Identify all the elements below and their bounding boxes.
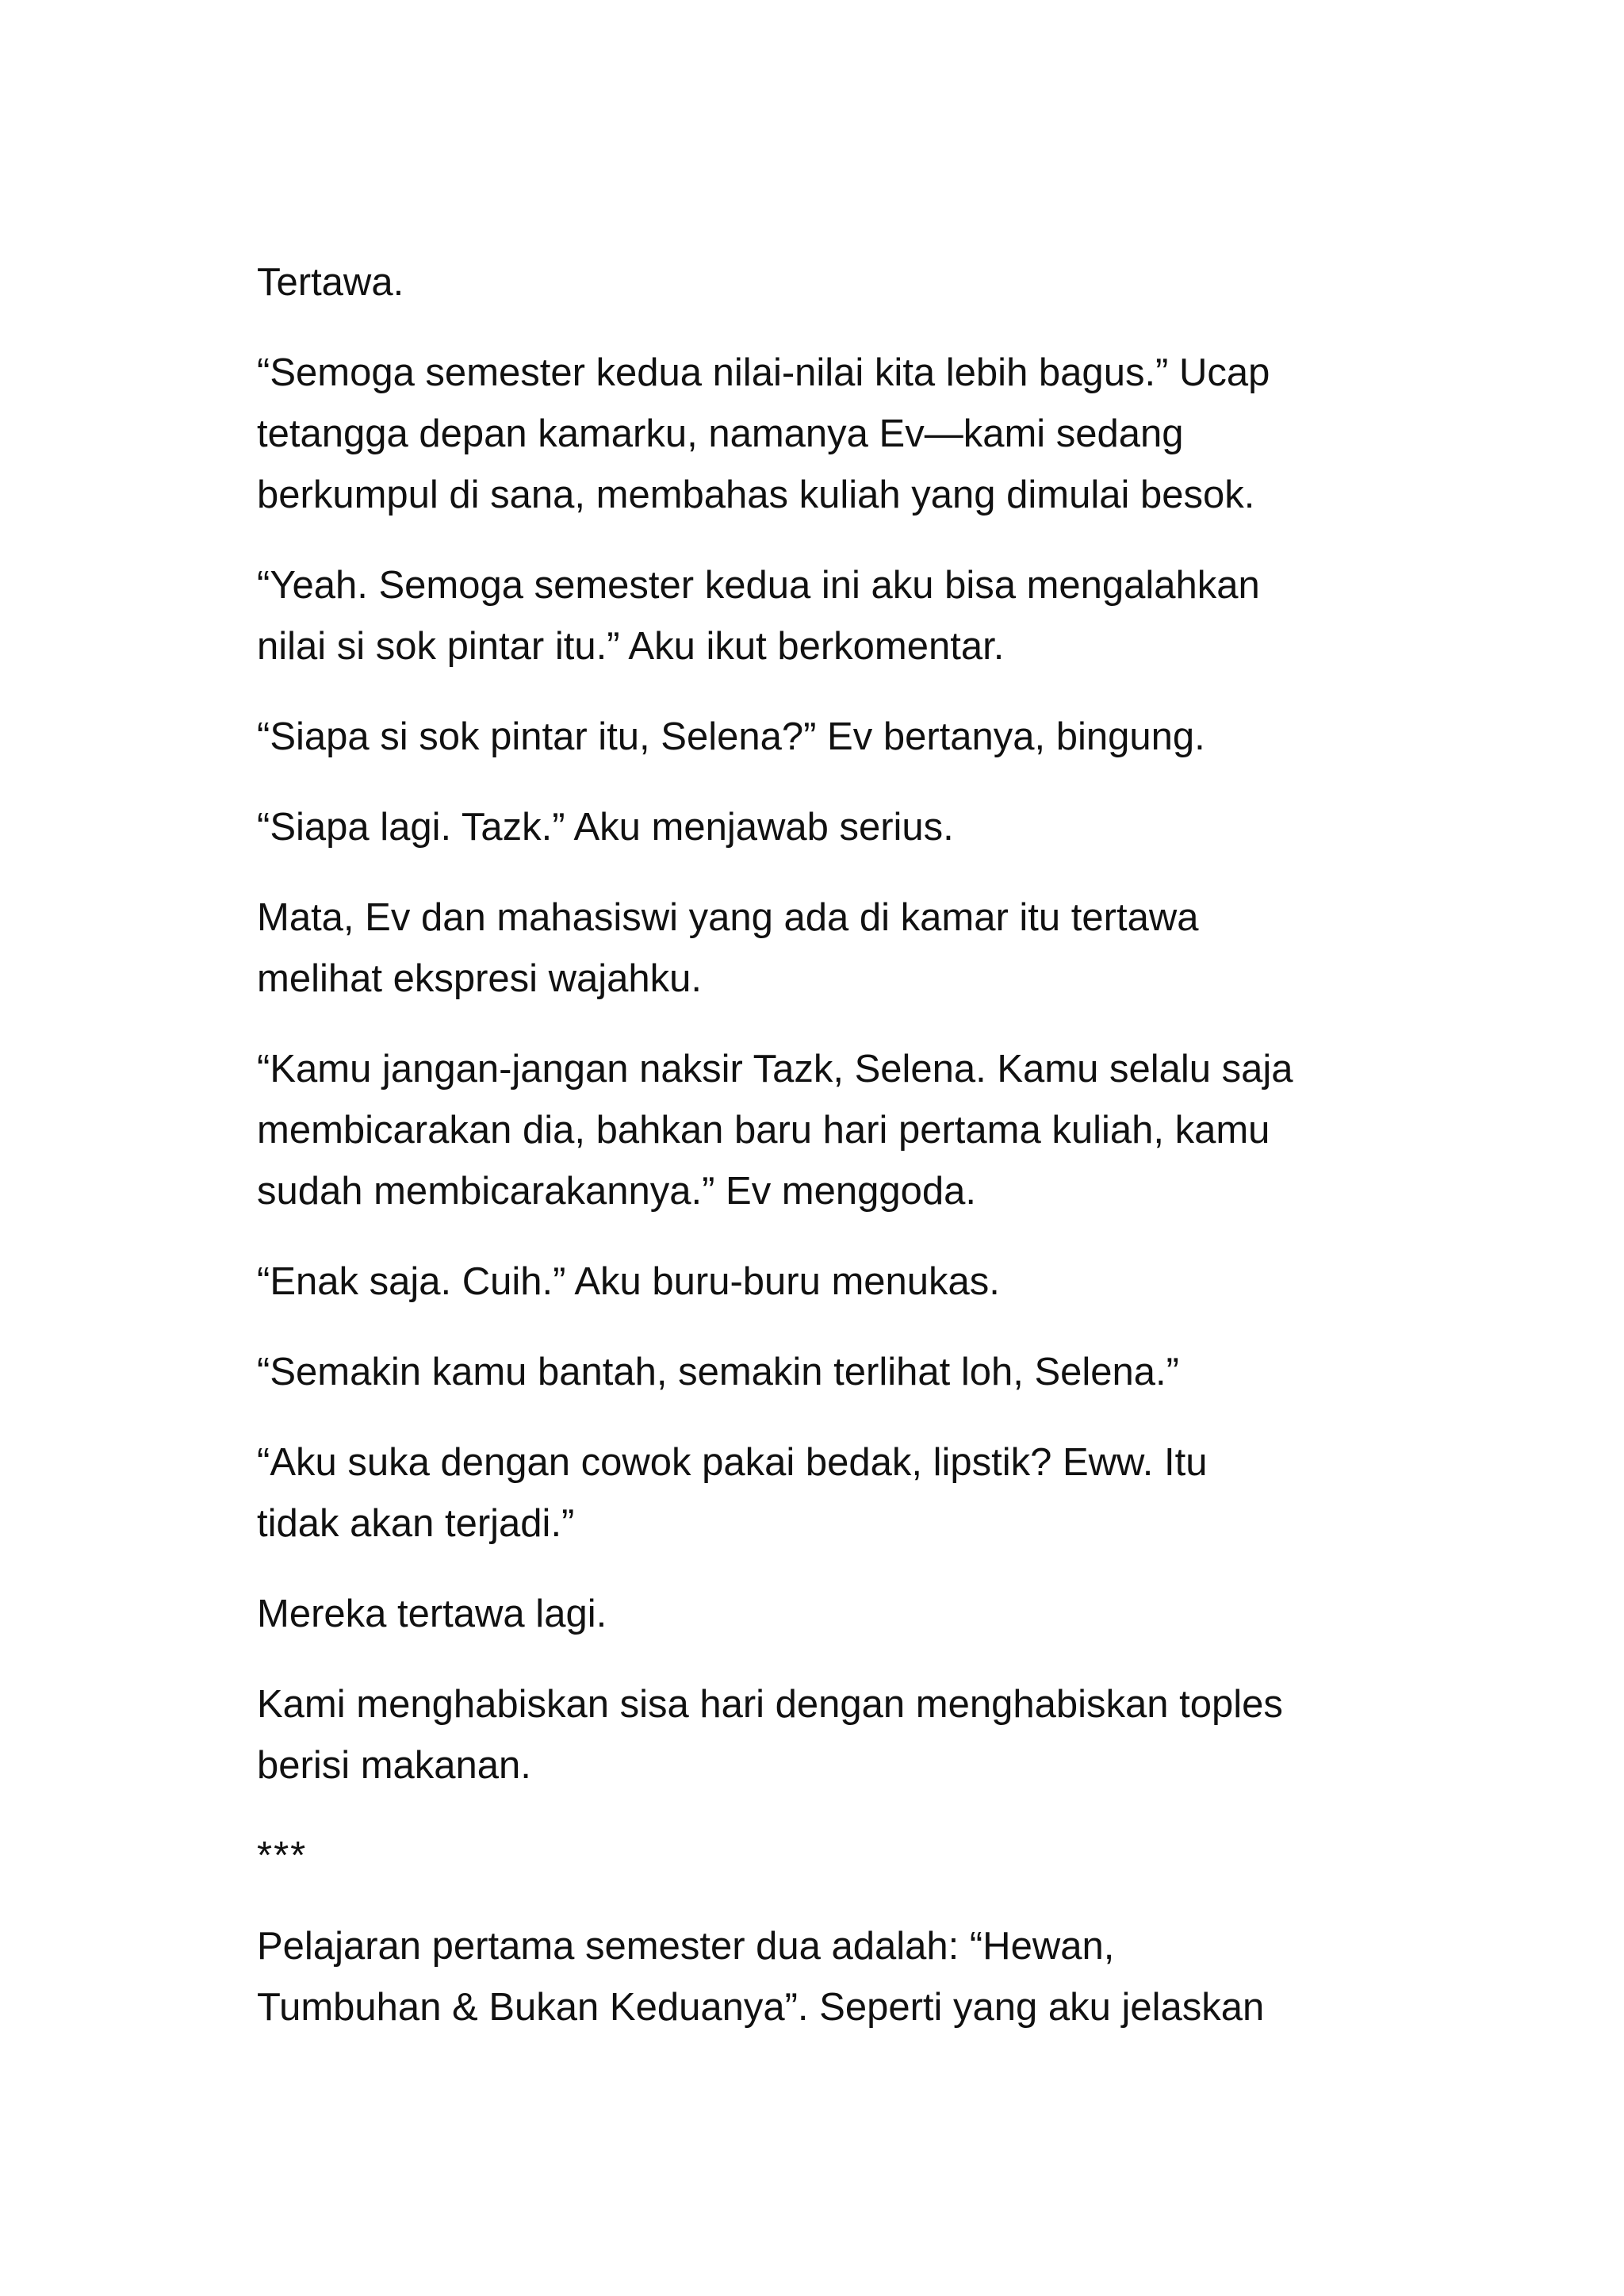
- body-text: [257, 252, 1383, 2068]
- paragraph-4: “Siapa si sok pintar itu, Selena?” Ev bertanya, bingung.: [257, 715, 1205, 758]
- paragraph-1: Tertawa.: [257, 261, 404, 304]
- paragraph-7: “Kamu jangan-jangan naksir Tazk, Selena. Kamu selalu saja membicarakan dia, bahkan baru hari pertama kuliah, kamu sudah membicarakannya.” Ev menggoda.: [257, 1048, 1293, 1213]
- paragraph-11: Mereka tertawa lagi.: [257, 1593, 607, 1635]
- paragraph-8: “Enak saja. Cuih.” Aku buru-buru menukas.: [257, 1260, 1000, 1303]
- paragraph-5: “Siapa lagi. Tazk.” Aku menjawab serius.: [257, 806, 954, 849]
- paragraph-10: “Aku suka dengan cowok pakai bedak, lipstik? Eww. Itu tidak akan terjadi.”: [257, 1441, 1208, 1545]
- paragraph-2: “Semoga semester kedua nilai-nilai kita lebih bagus.” Ucap tetangga depan kamarku, namanya Ev—kami sedang berkumpul di sana, membahas kuliah yang dimulai besok.: [257, 351, 1270, 516]
- paragraph-9: “Semakin kamu bantah, semakin terlihat loh, Selena.”: [257, 1351, 1179, 1393]
- paragraph-6: Mata, Ev dan mahasiswi yang ada di kamar itu tertawa melihat ekspresi wajahku.: [257, 896, 1199, 1000]
- paragraph-12: Kami menghabiskan sisa hari dengan menghabiskan toples berisi makanan.: [257, 1683, 1283, 1787]
- paragraph-13: Pelajaran pertama semester dua adalah: “Hewan, Tumbuhan & Bukan Keduanya”. Seperti yang aku jelaskan: [257, 1925, 1265, 2029]
- paragraph-3: “Yeah. Semoga semester kedua ini aku bisa mengalahkan nilai si sok pintar itu.” Aku ikut berkomentar.: [257, 564, 1260, 668]
- scene-separator: ***: [257, 1834, 308, 1877]
